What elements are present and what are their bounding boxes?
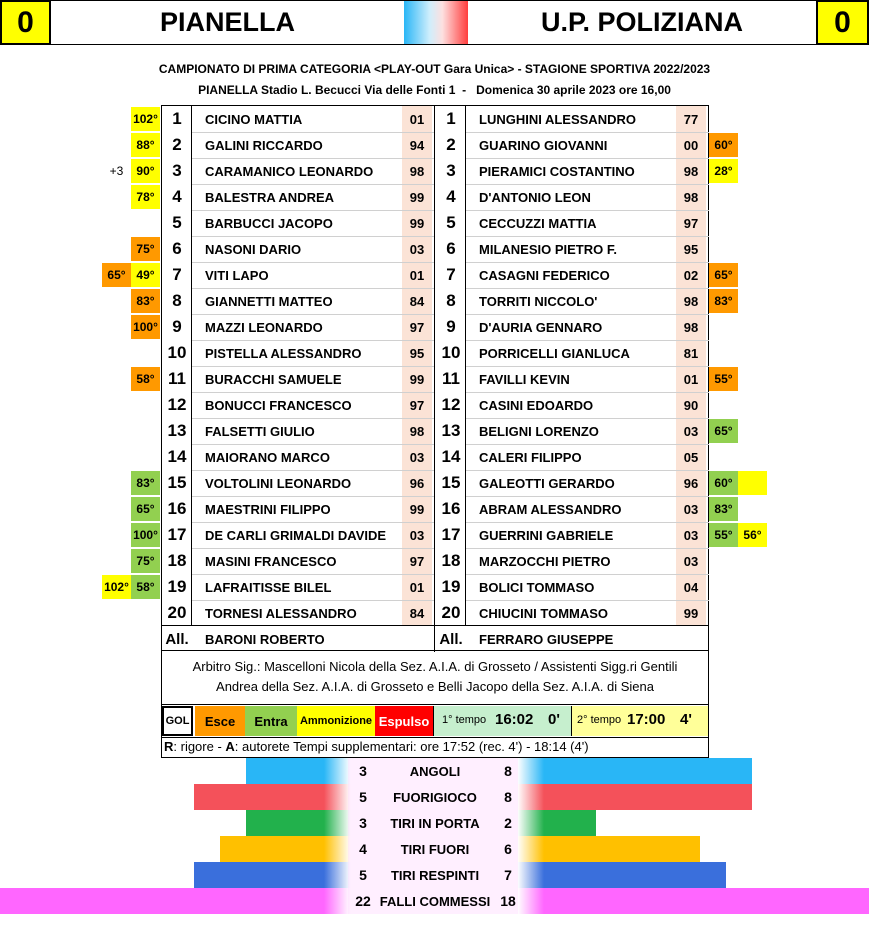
- away-event-tag: 55°: [709, 367, 738, 391]
- home-player-number: 11: [168, 369, 186, 388]
- away-event-tag: 60°: [709, 133, 738, 157]
- away-player-name: LUNGHINI ALESSANDRO: [479, 111, 636, 127]
- away-event-tag: 56°: [738, 523, 767, 547]
- second-half-added: 4': [680, 711, 692, 728]
- second-half-label: 2° tempo: [577, 714, 622, 726]
- stat-away-bar: [544, 862, 726, 888]
- away-player-shirt: 77: [676, 106, 706, 132]
- home-player-number: 16: [167, 499, 187, 518]
- row-divider: [465, 574, 709, 575]
- stat-home-bar: [220, 836, 324, 862]
- home-player-number: 1: [172, 109, 182, 128]
- legend-entra: Entra: [245, 706, 297, 736]
- home-event-tag: 88°: [131, 133, 160, 157]
- away-event-tag: 83°: [709, 289, 738, 313]
- home-event-tag: 100°: [131, 315, 160, 339]
- row-divider: [465, 366, 709, 367]
- away-player-name: BELIGNI LORENZO: [479, 423, 599, 439]
- away-player-number: 19: [441, 577, 461, 596]
- notes-a-key: A: [225, 739, 235, 754]
- away-player-name: MARZOCCHI PIETRO: [479, 553, 611, 569]
- home-player-shirt: 98: [402, 158, 432, 184]
- away-player-name: CALERI FILIPPO: [479, 449, 582, 465]
- row-divider: [465, 262, 709, 263]
- row-divider: [191, 444, 434, 445]
- home-event-tag: 65°: [102, 263, 131, 287]
- home-player-name: VITI LAPO: [205, 267, 269, 283]
- home-player-shirt: 99: [402, 366, 432, 392]
- away-player-number: 15: [441, 473, 461, 492]
- home-player-number: 6: [172, 239, 182, 258]
- row-divider: [191, 470, 434, 471]
- home-player-shirt: 97: [402, 314, 432, 340]
- stat-home-value: 4: [359, 841, 367, 857]
- away-player-shirt: 03: [676, 522, 706, 548]
- away-player-name: GALEOTTI GERARDO: [479, 475, 615, 491]
- header-top-border: [51, 0, 816, 1]
- match-venue: PIANELLA Stadio L. Becucci Via delle Fonti 1 - Domenica 30 aprile 2023 ore 16,00: [198, 83, 671, 97]
- stat-home-value: 5: [359, 789, 367, 805]
- home-event-tag: 90°: [131, 159, 160, 183]
- home-event-tag: 78°: [131, 185, 160, 209]
- home-event-tag: 83°: [131, 289, 160, 313]
- home-player-number: 8: [172, 291, 182, 310]
- home-player-number: 15: [167, 473, 187, 492]
- home-player-shirt: 03: [402, 522, 432, 548]
- home-player-shirt: 03: [402, 236, 432, 262]
- first-half-time: 16:02: [495, 711, 534, 728]
- stat-label: TIRI RESPINTI: [390, 867, 480, 883]
- row-divider: [191, 340, 434, 341]
- away-player-number: 3: [446, 161, 456, 180]
- away-coach-name: FERRARO GIUSEPPE: [479, 631, 614, 647]
- stat-home-value: 3: [359, 763, 367, 779]
- away-player-shirt: 03: [676, 496, 706, 522]
- home-player-name: CARAMANICO LEONARDO: [205, 163, 374, 179]
- away-player-shirt: 03: [676, 418, 706, 444]
- row-divider: [191, 496, 434, 497]
- away-player-name: CASAGNI FEDERICO: [479, 267, 610, 283]
- home-team-name: PIANELLA: [160, 7, 295, 37]
- home-player-shirt: 03: [402, 444, 432, 470]
- home-player-name: GIANNETTI MATTEO: [205, 293, 333, 309]
- stat-away-value: 2: [504, 815, 512, 831]
- home-player-shirt: 84: [402, 600, 432, 626]
- row-divider: [191, 366, 434, 367]
- home-player-name: MAIORANO MARCO: [205, 449, 330, 465]
- home-player-name: PISTELLA ALESSANDRO: [205, 345, 362, 361]
- second-half-time: 17:00: [627, 711, 666, 728]
- away-player-number: 17: [441, 525, 461, 544]
- stat-home-bar: [194, 784, 324, 810]
- away-player-number: 1: [446, 109, 456, 128]
- home-player-name: BURACCHI SAMUELE: [205, 371, 342, 387]
- away-player-name: PIERAMICI COSTANTINO: [479, 163, 635, 179]
- away-player-number: 13: [441, 421, 461, 440]
- home-player-name: BONUCCI FRANCESCO: [205, 397, 352, 413]
- stat-label: ANGOLI: [409, 763, 461, 779]
- notes-r-key: R: [164, 739, 174, 754]
- away-player-shirt: 99: [676, 600, 706, 626]
- away-coach-label: All.: [439, 630, 463, 648]
- home-player-name: BALESTRA ANDREA: [205, 189, 335, 205]
- away-player-shirt: 97: [676, 210, 706, 236]
- home-player-name: DE CARLI GRIMALDI DAVIDE: [205, 527, 387, 543]
- home-player-number: 13: [167, 421, 187, 440]
- stat-home-bar: [194, 862, 324, 888]
- team-color-divider: [404, 0, 468, 45]
- stat-away-value: 8: [504, 789, 512, 805]
- home-coach-name: BARONI ROBERTO: [205, 631, 325, 647]
- home-player-shirt: 98: [402, 418, 432, 444]
- stat-home-value: 22: [355, 893, 371, 909]
- stat-away-value: 18: [500, 893, 516, 909]
- away-player-number: 11: [442, 369, 460, 388]
- column-divider: [191, 106, 192, 626]
- row-divider: [191, 158, 434, 159]
- home-player-shirt: 01: [402, 262, 432, 288]
- legend-espulso: Espulso: [375, 706, 433, 736]
- row-divider: [465, 392, 709, 393]
- row-divider: [465, 548, 709, 549]
- notes-r-text: : rigore -: [173, 739, 226, 754]
- column-divider: [465, 106, 466, 626]
- stat-away-bar: [544, 888, 869, 914]
- home-event-tag: +3: [109, 164, 124, 178]
- away-player-number: 6: [446, 239, 456, 258]
- home-player-number: 9: [172, 317, 182, 336]
- away-player-number: 10: [441, 343, 461, 362]
- row-divider: [465, 132, 709, 133]
- home-player-name: CICINO MATTIA: [205, 111, 303, 127]
- away-player-shirt: 02: [676, 262, 706, 288]
- away-player-name: TORRITI NICCOLO': [479, 293, 598, 309]
- home-player-number: 17: [167, 525, 187, 544]
- away-player-number: 8: [446, 291, 456, 310]
- away-event-tag: 83°: [709, 497, 738, 521]
- away-player-number: 18: [441, 551, 461, 570]
- home-player-name: VOLTOLINI LEONARDO: [205, 475, 352, 491]
- stat-away-bar: [544, 836, 700, 862]
- stat-label: FALLI COMMESSI: [379, 893, 491, 909]
- home-player-name: FALSETTI GIULIO: [205, 423, 315, 439]
- away-player-name: GUARINO GIOVANNI: [479, 137, 608, 153]
- row-divider: [465, 522, 709, 523]
- first-half-added: 0': [548, 711, 560, 728]
- home-event-tag: 58°: [131, 367, 160, 391]
- away-player-shirt: 01: [676, 366, 706, 392]
- home-player-number: 10: [167, 343, 187, 362]
- away-player-name: D'AURIA GENNARO: [479, 319, 603, 335]
- home-player-number: 3: [172, 161, 182, 180]
- home-event-tag: 83°: [131, 471, 160, 495]
- home-player-number: 18: [167, 551, 187, 570]
- row-divider: [465, 236, 709, 237]
- home-player-name: BARBUCCI JACOPO: [205, 215, 333, 231]
- column-divider: [434, 106, 435, 626]
- home-player-shirt: 99: [402, 184, 432, 210]
- away-event-tag: 65°: [709, 419, 738, 443]
- away-player-name: ABRAM ALESSANDRO: [479, 501, 622, 517]
- home-player-shirt: 97: [402, 548, 432, 574]
- referee-line-1: Arbitro Sig.: Mascelloni Nicola della Sez. A.I.A. di Grosseto / Assistenti Sigg.ri Gentili: [192, 659, 678, 674]
- stat-away-value: 6: [504, 841, 512, 857]
- home-player-number: 5: [172, 213, 182, 232]
- home-coach-label: All.: [165, 630, 189, 648]
- row-divider: [191, 314, 434, 315]
- away-player-name: MILANESIO PIETRO F.: [479, 241, 617, 257]
- away-score: 0: [816, 0, 869, 45]
- home-player-number: 20: [167, 603, 187, 622]
- away-player-name: CECCUZZI MATTIA: [479, 215, 597, 231]
- home-player-shirt: 99: [402, 210, 432, 236]
- away-player-number: 12: [441, 395, 461, 414]
- home-player-name: TORNESI ALESSANDRO: [205, 605, 357, 621]
- away-player-name: FAVILLI KEVIN: [479, 371, 570, 387]
- home-event-tag: 75°: [131, 237, 160, 261]
- away-player-shirt: 98: [676, 288, 706, 314]
- row-divider: [465, 158, 709, 159]
- row-divider: [191, 418, 434, 419]
- row-divider: [465, 444, 709, 445]
- home-player-number: 14: [167, 447, 187, 466]
- away-player-number: 9: [446, 317, 456, 336]
- home-player-shirt: 84: [402, 288, 432, 314]
- home-player-number: 19: [167, 577, 187, 596]
- away-team-name: U.P. POLIZIANA: [540, 7, 744, 37]
- row-divider: [191, 184, 434, 185]
- match-title: CAMPIONATO DI PRIMA CATEGORIA <PLAY-OUT Gara Unica> - STAGIONE SPORTIVA 2022/2023: [158, 62, 711, 76]
- home-player-shirt: 99: [402, 496, 432, 522]
- row-divider: [191, 392, 434, 393]
- away-player-name: D'ANTONIO LEON: [479, 189, 591, 205]
- stat-away-value: 8: [504, 763, 512, 779]
- home-player-name: GALINI RICCARDO: [205, 137, 323, 153]
- away-player-name: GUERRINI GABRIELE: [479, 527, 614, 543]
- away-event-tag: 65°: [709, 263, 738, 287]
- stat-home-value: 5: [359, 867, 367, 883]
- home-event-tag: 102°: [131, 107, 160, 131]
- stat-away-value: 7: [504, 867, 512, 883]
- legend-ammonizione: Ammonizione: [297, 706, 375, 736]
- home-player-name: MASINI FRANCESCO: [205, 553, 337, 569]
- row-divider: [465, 600, 709, 601]
- home-event-tag: 75°: [131, 549, 160, 573]
- away-player-number: 7: [446, 265, 456, 284]
- stat-home-bar: [0, 888, 324, 914]
- home-player-shirt: 94: [402, 132, 432, 158]
- away-player-shirt: 81: [676, 340, 706, 366]
- away-player-number: 5: [446, 213, 456, 232]
- away-player-name: PORRICELLI GIANLUCA: [479, 345, 630, 361]
- row-divider: [465, 184, 709, 185]
- home-player-name: MAESTRINI FILIPPO: [205, 501, 331, 517]
- notes-a-text: : autorete Tempi supplementari: ore 17:52 (rec. 4') - 18:14 (4'): [234, 739, 589, 754]
- home-player-shirt: 01: [402, 106, 432, 132]
- away-player-shirt: 05: [676, 444, 706, 470]
- row-divider: [191, 548, 434, 549]
- home-score: 0: [0, 0, 51, 45]
- away-player-number: 2: [446, 135, 456, 154]
- notes-row: [161, 738, 709, 758]
- home-event-tag: 102°: [102, 575, 131, 599]
- legend-gol: GOL: [162, 706, 193, 736]
- away-player-number: 14: [441, 447, 461, 466]
- stat-away-bar: [544, 758, 752, 784]
- away-player-shirt: 03: [676, 548, 706, 574]
- row-divider: [465, 210, 709, 211]
- away-player-shirt: 98: [676, 314, 706, 340]
- away-player-shirt: 98: [676, 158, 706, 184]
- home-player-name: LAFRAITISSE BILEL: [205, 579, 332, 595]
- stat-label: TIRI FUORI: [400, 841, 470, 857]
- home-player-number: 7: [172, 265, 182, 284]
- row-divider: [191, 210, 434, 211]
- away-player-name: BOLICI TOMMASO: [479, 579, 595, 595]
- home-player-shirt: 01: [402, 574, 432, 600]
- home-event-tag: 100°: [131, 523, 160, 547]
- row-divider: [465, 418, 709, 419]
- away-player-shirt: 90: [676, 392, 706, 418]
- away-player-shirt: 96: [676, 470, 706, 496]
- home-player-number: 12: [167, 395, 187, 414]
- row-divider: [465, 496, 709, 497]
- home-event-tag: 49°: [131, 263, 160, 287]
- away-event-tag: 60°: [709, 471, 738, 495]
- row-divider: [465, 314, 709, 315]
- stat-away-bar: [544, 784, 752, 810]
- row-divider: [465, 340, 709, 341]
- away-event-tag: 28°: [709, 159, 738, 183]
- away-player-name: CHIUCINI TOMMASO: [479, 605, 609, 621]
- header-bottom-border: [51, 44, 816, 45]
- stat-home-value: 3: [359, 815, 367, 831]
- first-half-label: 1° tempo: [442, 714, 487, 726]
- stat-home-bar: [246, 810, 324, 836]
- away-player-number: 20: [441, 603, 461, 622]
- referee-line-2: Andrea della Sez. A.I.A. di Grosseto e Belli Jacopo della Sez. A.I.A. di Siena: [216, 679, 654, 694]
- row-divider: [191, 132, 434, 133]
- coach-column-divider: [434, 626, 435, 652]
- home-player-shirt: 95: [402, 340, 432, 366]
- stat-label: FUORIGIOCO: [393, 789, 477, 805]
- row-divider: [191, 600, 434, 601]
- row-divider: [191, 288, 434, 289]
- home-player-number: 4: [172, 187, 182, 206]
- away-event-tag: [738, 471, 767, 495]
- home-event-tag: 65°: [131, 497, 160, 521]
- stat-away-bar: [544, 810, 596, 836]
- row-divider: [465, 470, 709, 471]
- stat-home-bar: [246, 758, 324, 784]
- legend-esce: Esce: [195, 706, 245, 736]
- away-player-shirt: 95: [676, 236, 706, 262]
- home-player-name: MAZZI LEONARDO: [205, 319, 323, 335]
- stat-label: TIRI IN PORTA: [390, 815, 480, 831]
- row-divider: [465, 288, 709, 289]
- home-player-number: 2: [172, 135, 182, 154]
- row-divider: [191, 522, 434, 523]
- home-player-name: NASONI DARIO: [205, 241, 302, 257]
- away-player-shirt: 04: [676, 574, 706, 600]
- away-player-number: 4: [446, 187, 456, 206]
- away-player-number: 16: [441, 499, 461, 518]
- home-player-shirt: 97: [402, 392, 432, 418]
- home-player-shirt: 96: [402, 470, 432, 496]
- away-player-name: CASINI EDOARDO: [479, 397, 594, 413]
- away-player-shirt: 00: [676, 132, 706, 158]
- home-event-tag: 58°: [131, 575, 160, 599]
- row-divider: [191, 574, 434, 575]
- row-divider: [191, 262, 434, 263]
- row-divider: [191, 236, 434, 237]
- away-player-shirt: 98: [676, 184, 706, 210]
- away-event-tag: 55°: [709, 523, 738, 547]
